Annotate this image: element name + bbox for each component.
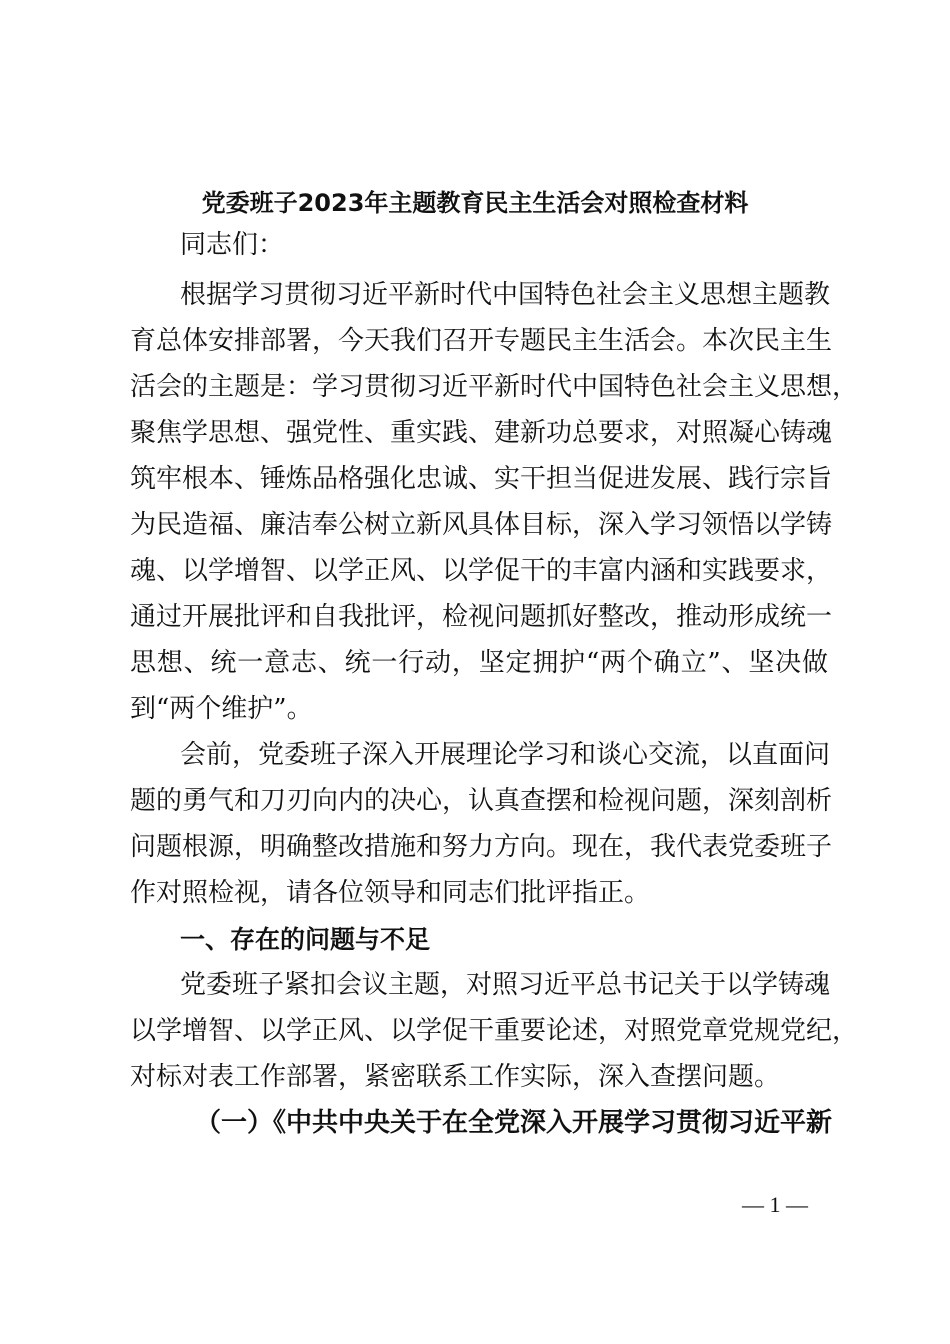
paragraph-line: 为民造福、廉洁奉公树立新风具体目标，深入学习领悟以学铸: [130, 510, 833, 540]
paragraph-line: 以学增智、以学正风、以学促干重要论述，对照党章党规党纪，: [130, 1016, 859, 1046]
paragraph-line: 魂、以学增智、以学正风、以学促干的丰富内涵和实践要求，: [130, 556, 833, 586]
paragraph-line: 党委班子紧扣会议主题，对照习近平总书记关于以学铸魂: [180, 970, 831, 1000]
paragraph-line: 根据学习贯彻习近平新时代中国特色社会主义思想主题教: [180, 280, 831, 310]
paragraph-line: 思想、统一意志、统一行动，坚定拥护“两个确立”、坚决做: [130, 648, 828, 678]
paragraph-line: 问题根源，明确整改措施和努力方向。现在，我代表党委班子: [130, 832, 833, 862]
paragraph-line: 育总体安排部署，今天我们召开专题民主生活会。本次民主生: [130, 326, 833, 356]
page-number: — 1 —: [742, 1192, 808, 1217]
paragraph-line: 通过开展批评和自我批评，检视问题抓好整改，推动形成统一: [130, 602, 833, 632]
paragraph-line: 作对照检视，请各位领导和同志们批评指正。: [130, 878, 651, 908]
paragraph-line: 到“两个维护”。: [130, 694, 313, 724]
paragraph-line: 筑牢根本、锤炼品格强化忠诚、实干担当促进发展、践行宗旨: [130, 464, 833, 494]
paragraph-line: 活会的主题是：学习贯彻习近平新时代中国特色社会主义思想，: [130, 372, 859, 402]
subsection-heading: （一）《中共中央关于在全党深入开展学习贯彻习近平新: [195, 1108, 833, 1138]
paragraph-line: 会前，党委班子深入开展理论学习和谈心交流，以直面问: [180, 740, 831, 770]
paragraph-line: 聚焦学思想、强党性、重实践、建新功总要求，对照凝心铸魂: [130, 418, 833, 448]
salutation: 同志们：: [180, 230, 285, 260]
document-title: 党委班子2023年主题教育民主生活会对照检查材料: [201, 189, 749, 217]
paragraph-line: 题的勇气和刀刃向内的决心，认真查摆和检视问题，深刻剖析: [130, 786, 833, 816]
paragraph-line: 对标对表工作部署，紧密联系工作实际，深入查摆问题。: [130, 1062, 781, 1092]
section-heading: 一、存在的问题与不足: [180, 925, 431, 954]
